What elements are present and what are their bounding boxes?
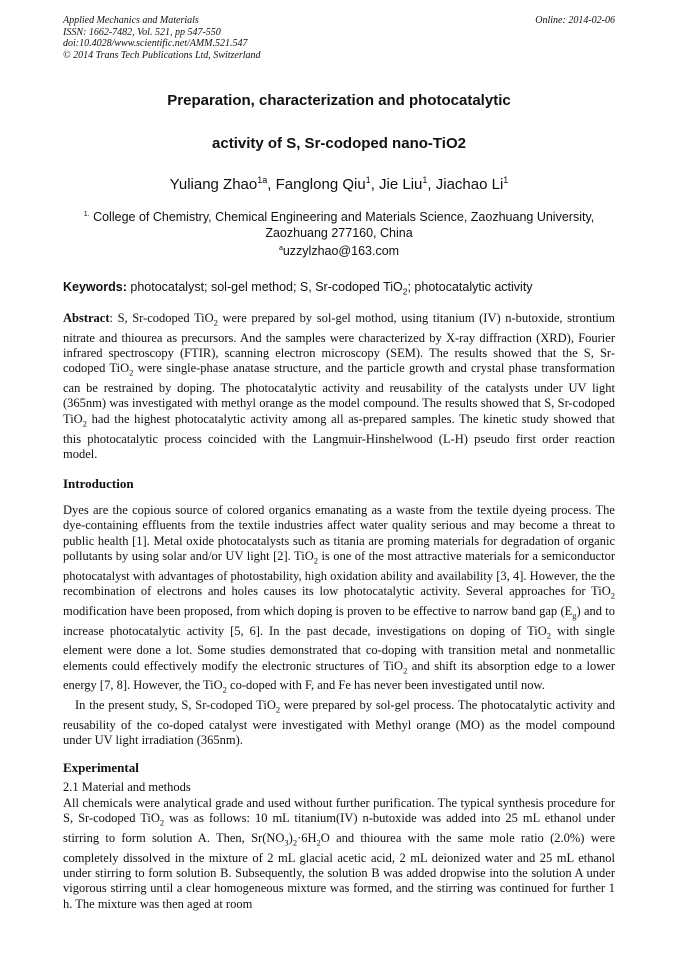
body-text: ·6H xyxy=(297,831,317,846)
body-text: Dyes are the copious source of colored organics emanating as a waste from the textile dyeing process. The dye-containing effluents from the textile industries affect water quality serious and may become a threat to public health [1]. Metal oxide photocatalysts such as titania are proming materials for degradation of organic pollutants by using solar and/or UV light [2]. TiO xyxy=(63,503,615,563)
body-text: modification have been proposed, from which doping is proven to be effective to narrow band gap (E xyxy=(63,603,573,618)
experimental-body xyxy=(63,796,615,912)
author-name: Yuliang Zhao xyxy=(169,176,258,193)
body-text: and shift its absorption edge to a lower energy [7, 8]. However, the TiO xyxy=(63,658,616,693)
subscript: 2 xyxy=(546,630,552,641)
body-text: with single element were done a lot. Some studies demonstrated that co-doping with transition metal and nonmetallic elements could effectively modify the electronic structures of TiO xyxy=(63,623,615,673)
email-address[interactable]: uzzylzhao@163.com xyxy=(282,244,400,258)
issn-line: ISSN: 1662-7482, Vol. 521, pp 547-550 xyxy=(63,26,221,38)
author-affiliation-mark: 1 xyxy=(503,175,509,185)
experimental-heading: Experimental xyxy=(63,760,139,775)
contact-email xyxy=(0,244,678,258)
subscript: 2 xyxy=(316,837,321,848)
abstract xyxy=(63,311,615,462)
copyright-line: © 2014 Trans Tech Publications Ltd, Switzerland xyxy=(63,49,261,61)
body-text: In the present study, S, Sr-codoped TiO xyxy=(75,698,276,713)
subscript: g xyxy=(572,610,577,621)
paper-title-line-2: activity of S, Sr-codoped nano-TiO2 xyxy=(212,135,466,152)
keywords-text: photocatalyst; sol-gel method; S, Sr-codoped TiO xyxy=(126,280,403,294)
author-list: Yuliang Zhao$^{1a}$, Fanglong Qiu$^1$, Jie Liu$^1$, Jiachao Li$^1$ xyxy=(169,175,509,193)
subscript: 3 xyxy=(284,837,289,848)
body-text: All chemicals were analytical grade and used without further purification. The typical synthesis procedure for S, Sr-codoped TiO xyxy=(63,796,615,826)
affiliation-mark: 1. xyxy=(83,211,90,218)
page-header xyxy=(63,15,615,61)
introduction-heading: Introduction xyxy=(63,476,134,491)
subscript: 2 xyxy=(403,665,408,676)
abstract-text: were prepared by sol-gel mothod, using titanium (IV) n-butoxide, strontium nitrate and thiourea as precursors. And the samples were characterized by X-ray diffraction (XRD), Fourier infrared spectroscopy (FTIR), scanning electron microscopy (SEM). The results showed that the S, Sr-codoped TiO xyxy=(63,311,615,376)
paper-title-line-1: Preparation, characterization and photocatalytic xyxy=(167,92,511,109)
abstract-text: : S, Sr-codoped TiO xyxy=(109,311,214,325)
email-mark: a xyxy=(278,244,283,252)
abstract-text: had the highest photocatalytic activity among all as-prepared samples. The kinetic study showed that this photocatalytic process coincided with the Langmuir-Hinshelwood (L-H) pseudo first order reaction model. xyxy=(63,411,615,461)
introduction-body xyxy=(63,503,615,749)
subscript: 2 xyxy=(222,684,227,695)
body-text: co-doped with F, and Fe has never been investigated until now. xyxy=(226,678,545,693)
subscript: 2 xyxy=(82,418,87,429)
body-text: is one of the most attractive materials for a semiconductor photocatalyst with advantages of photostability, high oxidation ability and availability [3, 4]. However, the the recombination of electrons and holes causes its low photocatalytic activity. Several approaches for TiO xyxy=(63,548,615,598)
body-text: were prepared by sol-gel process. The photocatalytic activity and reusability of the co-doped catalyst were investigated with Methyl orange (MO) as the model compound under UV light irradiation (365nm). xyxy=(63,698,615,748)
author-affiliation-mark: 1a xyxy=(257,175,268,185)
subscript: 2 xyxy=(313,555,318,566)
body-text: ) xyxy=(288,831,293,846)
body-text: O and thiourea with the same mole ratio (2.0%) were completely dissolved in the mixture of 2 mL glacial acetic acid, 2 mL deionized water and 25 mL ethanol under stirring to form solution B. Subsequently, the solution B was added dropwise into the solution A under vigorous stirring until a clear homogeneous mixture was formed, and the stirring was continued for further 1 h. The mixture was then aged at room xyxy=(63,831,615,911)
subscript: 2 xyxy=(275,704,281,715)
affiliation-text: College of Chemistry, Chemical Engineering and Materials Science, Zaozhuang University, Zaozhuang 277160, China xyxy=(93,210,595,241)
doi-line: doi:10.4028/www.scientific.net/AMM.521.547 xyxy=(63,38,248,49)
subscript: 2 xyxy=(402,286,408,297)
paragraph xyxy=(63,503,615,698)
keywords-text-end: ; photocatalytic activity xyxy=(407,280,533,294)
subscript: 2 xyxy=(610,590,615,601)
keywords-label: Keywords: xyxy=(63,280,127,294)
body-text: ) and to increase photocatalytic activity [5, 6]. In the past decade, investigations on doping of TiO xyxy=(63,603,615,638)
paragraph xyxy=(63,698,615,748)
author-name: Jiachao Li xyxy=(435,176,504,193)
author-name: Jie Liu xyxy=(379,176,423,193)
author-affiliation-mark: 1 xyxy=(422,175,428,185)
paragraph xyxy=(63,796,615,912)
affiliation xyxy=(70,207,608,241)
abstract-label: Abstract xyxy=(63,311,110,325)
subscript: 2 xyxy=(129,367,134,378)
subscript: 2 xyxy=(159,817,165,828)
abstract-text: were single-phase anatase structure, and the particle growth and crystal phase transformation can be restrained by doping. The photocatalytic activity and reusability of the catalysts under UV light (365nm) was investigated with methyl orange as the model compound. The results showed that S, Sr-codoped TiO xyxy=(63,361,615,426)
keywords xyxy=(63,280,615,297)
author-affiliation-mark: 1 xyxy=(365,175,371,185)
author-name: Fanglong Qiu xyxy=(275,176,366,193)
subsection-heading: 2.1 Material and methods xyxy=(63,780,191,794)
body-text: was as follows: 10 mL titanium(IV) n-butoxide was added into 25 mL ethanol under stirring to form solution A. Then, Sr(NO xyxy=(63,811,616,846)
subscript: 2 xyxy=(213,317,218,328)
journal-name: Applied Mechanics and Materials xyxy=(63,15,199,26)
subscript: 2 xyxy=(292,837,298,848)
online-date: Online: 2014-02-06 xyxy=(535,15,615,26)
